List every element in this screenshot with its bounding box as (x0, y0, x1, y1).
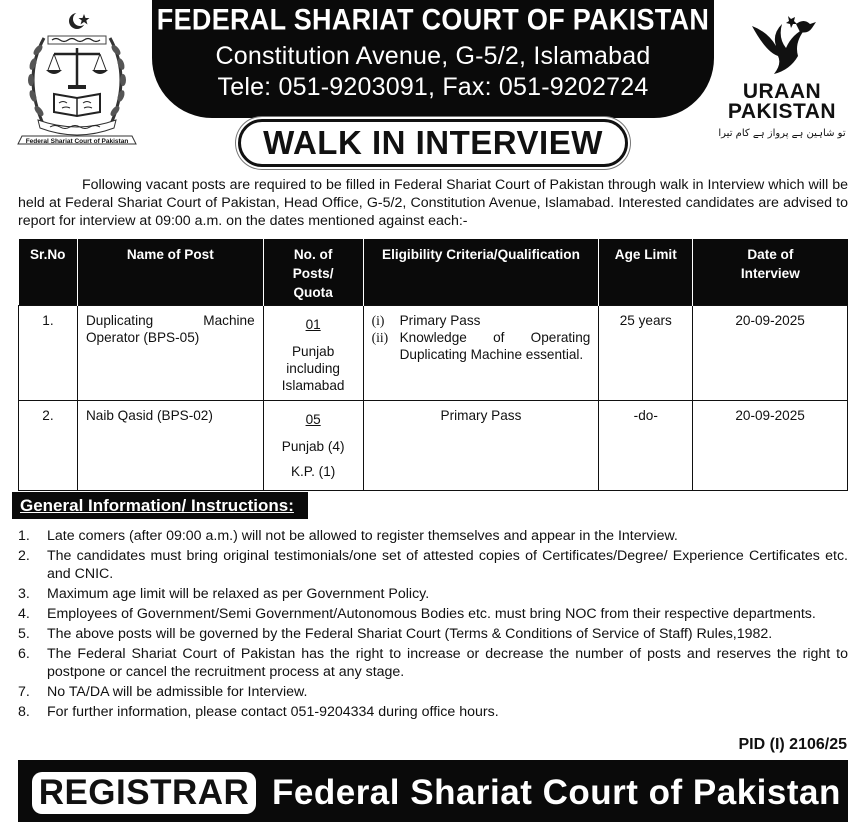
row2-age: -do- (599, 401, 693, 491)
general-info-list (18, 527, 848, 723)
row2-posts (263, 401, 363, 491)
item3-text: Maximum age limit will be relaxed as per Government Policy. (47, 586, 430, 602)
item2-num: 2. (18, 548, 30, 564)
row2-eligibility: Primary Pass (363, 401, 599, 491)
row1-elig2-line2: Duplicating Machine essential. (399, 347, 584, 362)
row2-sr: 2. (19, 401, 78, 491)
row2-date: 20-09-2025 (693, 401, 848, 491)
row2-quota-line1: Punjab (4) (281, 439, 345, 454)
item7-text: No TA/DA will be admissible for Interview. (47, 684, 308, 700)
header-posts-line2: Posts/ (292, 266, 334, 281)
table-row (19, 306, 848, 401)
registrar-label: REGISTRAR (32, 772, 256, 814)
general-info-heading (12, 492, 308, 519)
item8-num: 8. (18, 704, 30, 720)
row1-name-line1: Duplicating Machine (85, 313, 255, 328)
row1-qty: 01 (305, 317, 321, 332)
list-item (18, 683, 848, 701)
row1-elig2-text (400, 329, 591, 363)
header-eligibility: Eligibility Criteria/Qualification (363, 239, 599, 306)
list-item (18, 645, 848, 681)
list-item (18, 585, 848, 603)
list-item (18, 527, 848, 545)
row2-quota-line2: K.P. (1) (290, 464, 336, 479)
bird-logo-icon (742, 12, 822, 82)
row1-quota-line3: Islamabad (281, 378, 345, 393)
row1-eligibility (363, 306, 599, 401)
list-item (18, 703, 848, 721)
item7-num: 7. (18, 684, 30, 700)
item4-text: Employees of Government/Semi Government/Autonomous Bodies etc. must bring NOC from their respective departments. (47, 606, 816, 622)
row1-sr: 1. (19, 306, 78, 401)
header-age-limit: Age Limit (599, 239, 693, 306)
row1-quota-line2: including (286, 361, 340, 376)
walk-in-interview-banner: WALK IN INTERVIEW (238, 119, 628, 167)
item2-text: The candidates must bring original testimonials/one set of attested copies of Certificates/Degree/ Experience Certificates etc. and CNIC. (47, 548, 848, 582)
uraan-pakistan-logo (718, 12, 846, 146)
item8-text: For further information, please contact 051-9204334 during office hours. (47, 704, 499, 720)
header-date-of-interview (693, 239, 848, 306)
item6-num: 6. (18, 646, 30, 662)
list-item (18, 625, 848, 643)
uraan-line2: PAKISTAN (727, 100, 837, 123)
header-name-of-post: Name of Post (77, 239, 263, 306)
item1-text: Late comers (after 09:00 a.m.) will not be allowed to register themselves and appear in the Interview. (47, 528, 678, 544)
item5-num: 5. (18, 626, 30, 642)
row1-elig2-num: (ii) (371, 330, 389, 345)
pid-number: PID (I) 2106/25 (738, 736, 847, 753)
header-address: Constitution Avenue, G-5/2, Islamabad (215, 42, 651, 70)
item3-num: 3. (18, 586, 30, 602)
row1-elig1-text: Primary Pass (399, 313, 481, 328)
row1-elig-item2 (372, 329, 591, 363)
header-date-line2: Interview (740, 266, 800, 281)
row2-name: Naib Qasid (BPS-02) (77, 401, 263, 491)
header-posts-line3: Quota (293, 285, 333, 300)
row1-date: 20-09-2025 (693, 306, 848, 401)
row1-name (77, 306, 263, 401)
header-title: FEDERAL SHARIAT COURT OF PAKISTAN (156, 3, 710, 37)
row1-age: 25 years (599, 306, 693, 401)
uraan-line1: URAAN (742, 80, 822, 103)
table-row (19, 401, 848, 491)
row1-elig1-num: (i) (371, 313, 385, 328)
uraan-urdu-tagline: تو شاہین ہے پرواز ہے کام تیرا (718, 128, 846, 139)
header-no-of-posts (263, 239, 363, 306)
court-emblem (14, 8, 140, 150)
intro-paragraph: Following vacant posts are required to be filled in Federal Shariat Court of Pakistan through walk in Interview which will be held at Federal Shariat Court of Pakistan, Head Office, G-5/2, Constitution Avenue, Islamabad. Interested candidates are advised to report for interview at 09:00 a.m. on the dates mentioned against each:- (18, 177, 848, 229)
item4-num: 4. (18, 606, 30, 622)
item6-text: The Federal Shariat Court of Pakistan has the right to increase or decrease the number of posts and reserves the right to postpone or cancel the recruitment process at any stage. (47, 646, 848, 680)
header-sr-no: Sr.No (19, 239, 78, 306)
header-date-line1: Date of (747, 247, 794, 262)
general-info-heading-text: General Information/ Instructions: (20, 496, 294, 515)
header-bar (152, 0, 714, 118)
row1-elig2-line1: Knowledge of Operating (399, 330, 591, 345)
header-contact: Tele: 051-9203091, Fax: 051-9202724 (217, 73, 649, 101)
row2-qty: 05 (305, 412, 321, 427)
list-item (18, 605, 848, 623)
posts-table (18, 239, 848, 491)
emblem-caption: Federal Shariat Court of Pakistan (25, 138, 129, 145)
list-item (18, 547, 848, 583)
item5-text: The above posts will be governed by the Federal Shariat Court (Terms & Conditions of Service of Staff) Rules,1982. (47, 626, 773, 642)
row1-elig-item1 (372, 312, 591, 329)
row1-name-line2: Operator (BPS-05) (85, 330, 200, 345)
item1-num: 1. (18, 528, 30, 544)
header-posts-line1: No. of (293, 247, 333, 262)
row1-posts (263, 306, 363, 401)
table-header-row (19, 239, 848, 306)
court-emblem-icon (14, 8, 140, 150)
footer-org-name: Federal Shariat Court of Pakistan (272, 773, 841, 812)
row1-quota-line1: Punjab (291, 344, 335, 359)
footer-bar (18, 760, 848, 822)
